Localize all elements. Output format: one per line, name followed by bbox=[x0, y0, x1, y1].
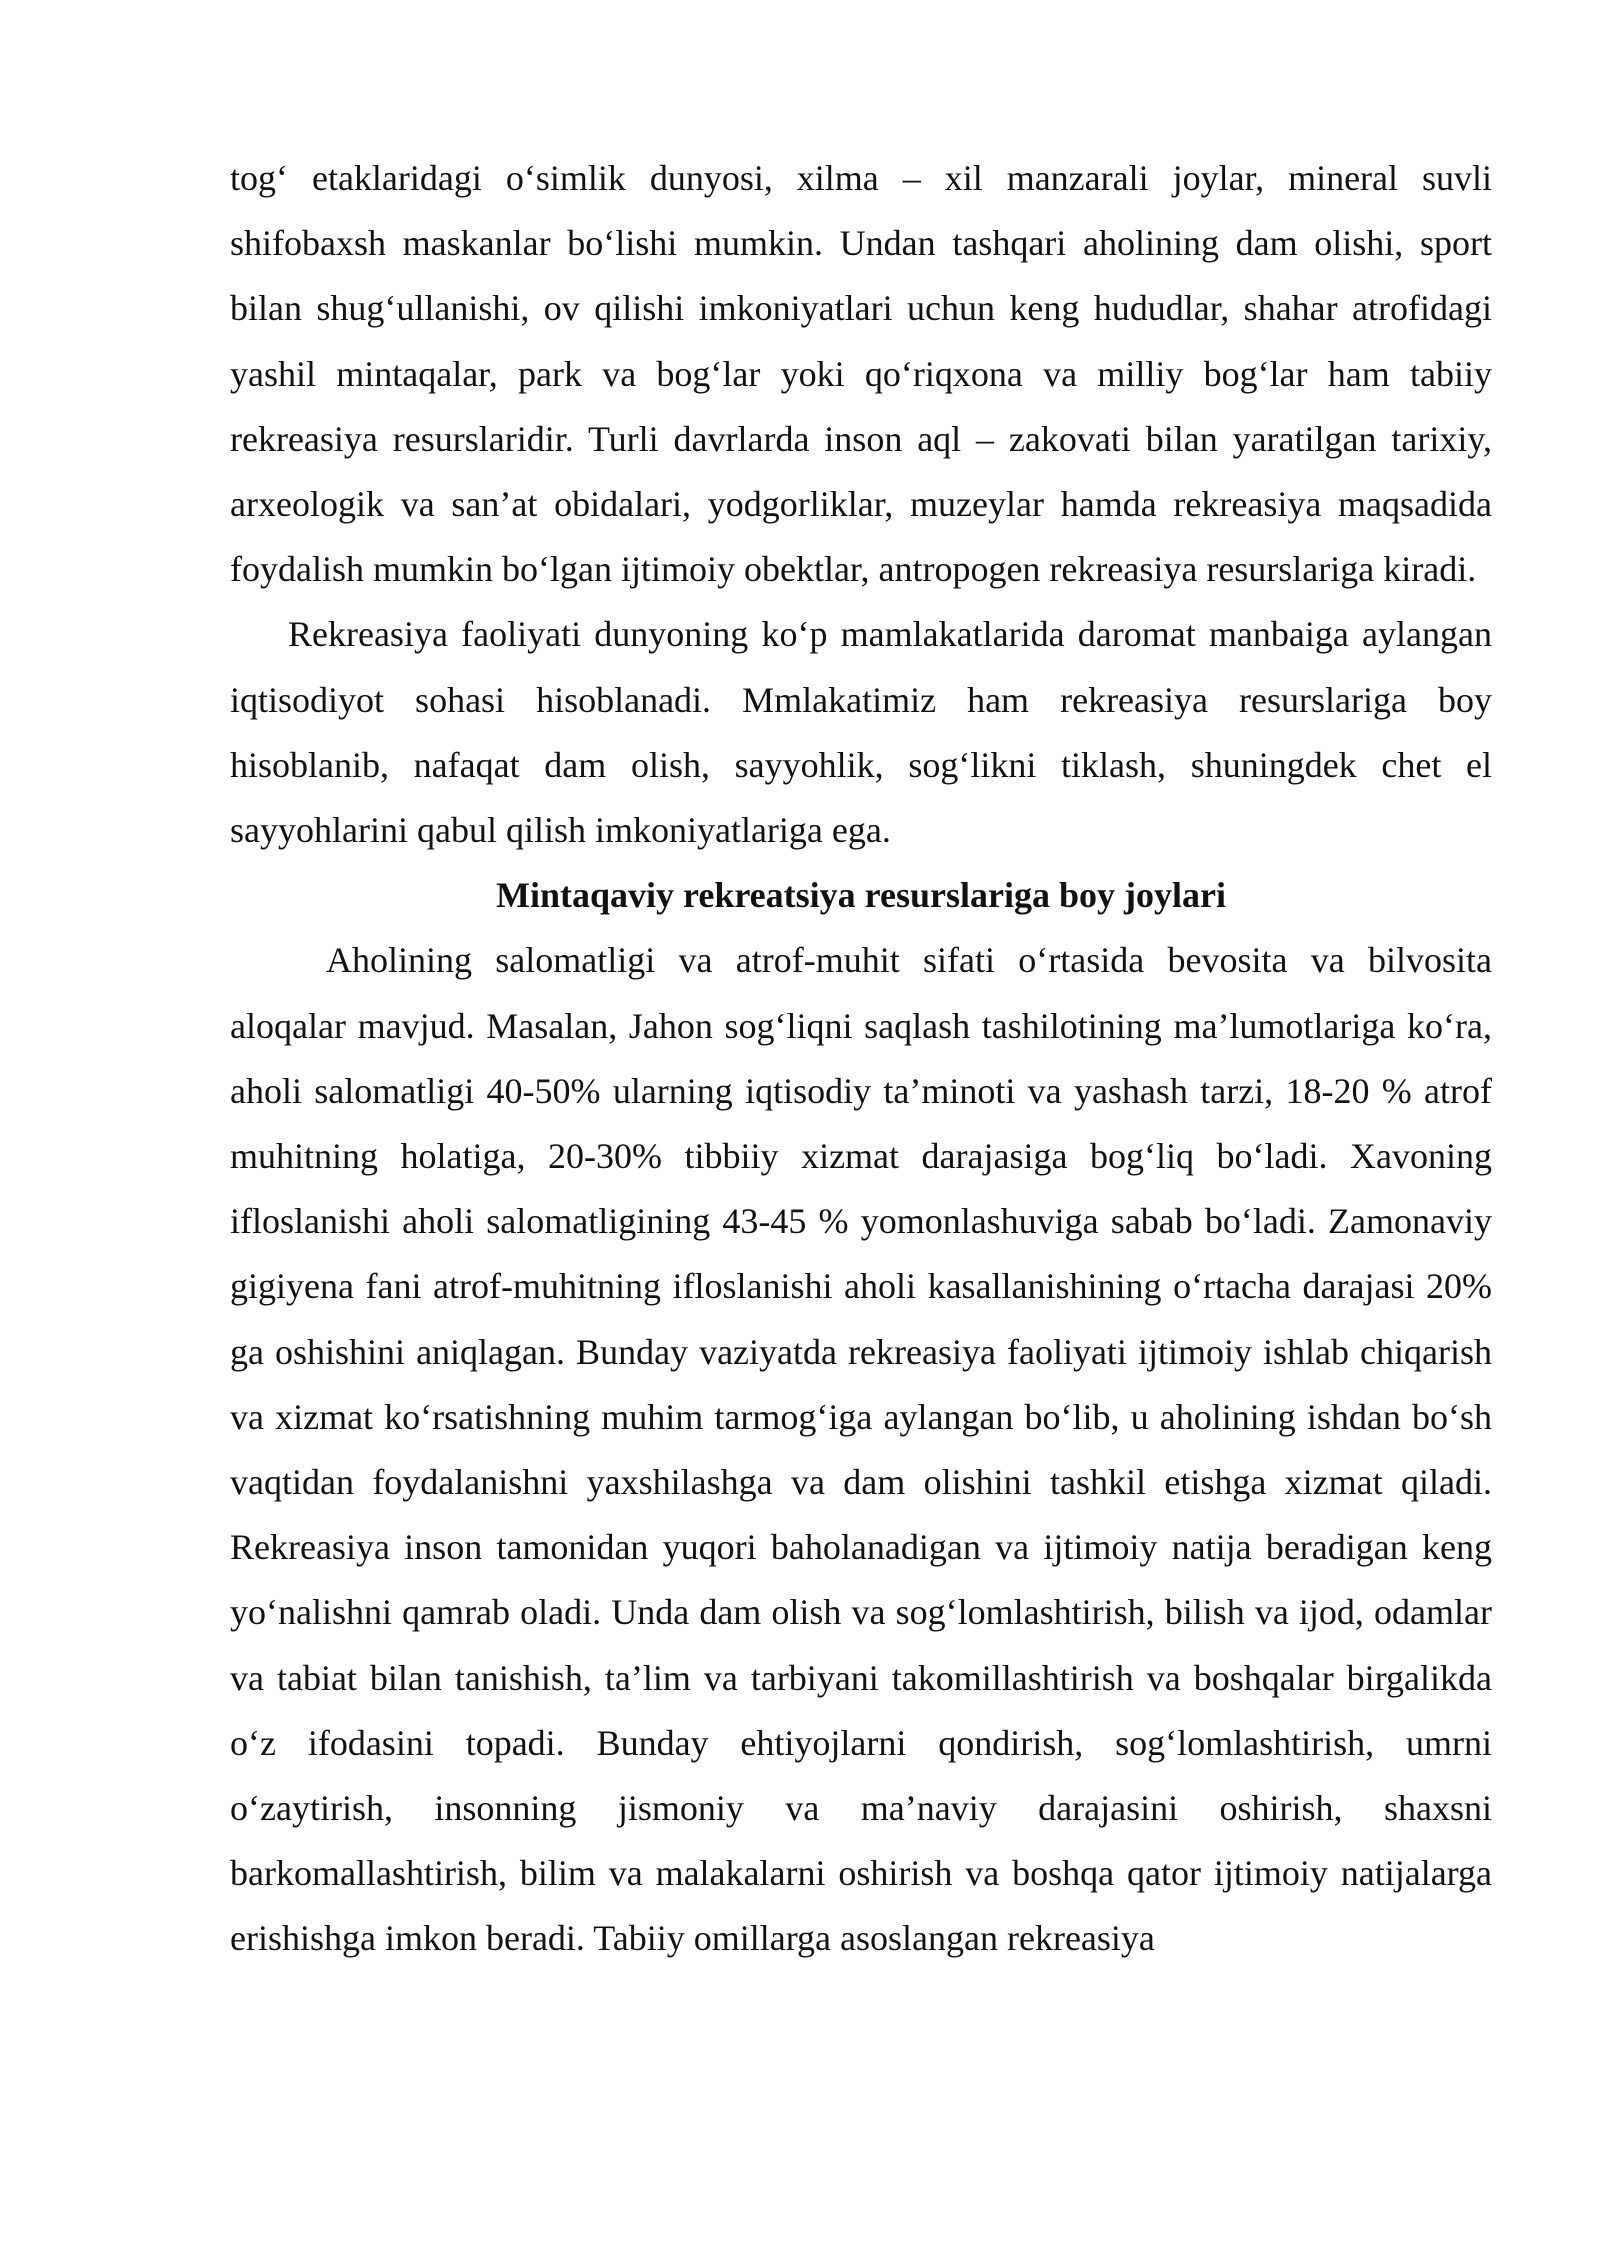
section-heading: Mintaqaviy rekreatsiya resurslariga boy joylari bbox=[496, 875, 1226, 916]
paragraph-natural-resources: tog‘ etaklaridagi o‘simlik dunyosi, xilma – xil manzarali joylar, mineral suvli shifobaxsh maskanlar bo‘lishi mumkin. Undan tashqari aholining dam olishi, sport bilan shug‘ullanishi, ov qilishi imkoniyatlari uchun keng hududlar, shahar atrofidagi yashil mintaqalar, park va bog‘lar yoki qo‘riqxona va milliy bog‘lar ham tabiiy rekreasiya resurslaridir. Turli davrlarda inson aql – zakovati bilan yaratilgan tarixiy, arxeologik va san’at obidalari, yodgorliklar, muzeylar hamda rekreasiya maqsadida foydalish mumkin bo‘lgan ijtimoiy obektlar, antropogen rekreasiya resurslariga kiradi. bbox=[230, 158, 1492, 590]
document-page bbox=[230, 146, 1492, 1972]
paragraph-health-environment: Aholining salomatligi va atrof-muhit sifati o‘rtasida bevosita va bilvosita aloqalar mavjud. Masalan, Jahon sog‘liqni saqlash tashilotining ma’lumotlariga ko‘ra, aholi salomatligi 40-50% ularning iqtisodiy ta’minoti va yashash tarzi, 18-20 % atrof muhitning holatiga, 20-30% tibbiiy xizmat darajasiga bog‘liq bo‘ladi. Xavoning ifloslanishi aholi salomatligining 43-45 % yomonlashuviga sabab bo‘ladi. Zamonaviy gigiyena fani atrof-muhitning ifloslanishi aholi kasallanishining o‘rtacha darajasi 20% ga oshishini aniqlagan. Bunday vaziyatda rekreasiya faoliyati ijtimoiy ishlab chiqarish va xizmat ko‘rsatishning muhim tarmog‘iga aylangan bo‘lib, u aholining ishdan bo‘sh vaqtidan foydalanishni yaxshilashga va dam olishini tashkil etishga xizmat qiladi. Rekreasiya inson tamonidan yuqori baholanadigan va ijtimoiy natija beradigan keng yo‘nalishni qamrab oladi. Unda dam olish va sog‘lomlashtirish, bilish va ijod, odamlar va tabiat bilan tanishish, ta’lim va tarbiyani takomillashtirish va boshqalar birgalikda o‘z ifodasini topadi. Bunday ehtiyojlarni qondirish, sog‘lomlashtirish, umrni o‘zaytirish, insonning jismoniy va ma’naviy darajasini oshirish, shaxsni barkomallashtirish, bilim va malakalarni oshirish va boshqa qator ijtimoiy natijalarga erishishga imkon beradi. Tabiiy omillarga asoslangan rekreasiya bbox=[230, 940, 1492, 1959]
paragraph-recreation-activity: Rekreasiya faoliyati dunyoning ko‘p mamlakatlarida daromat manbaiga aylangan iqtisodiyot sohasi hisoblanadi. Mmlakatimiz ham rekreasiya resurslariga boy hisoblanib, nafaqat dam olish, sayyohlik, sog‘likni tiklash, shuningdek chet el sayyohlarini qabul qilish imkoniyatlariga ega. bbox=[230, 614, 1492, 851]
